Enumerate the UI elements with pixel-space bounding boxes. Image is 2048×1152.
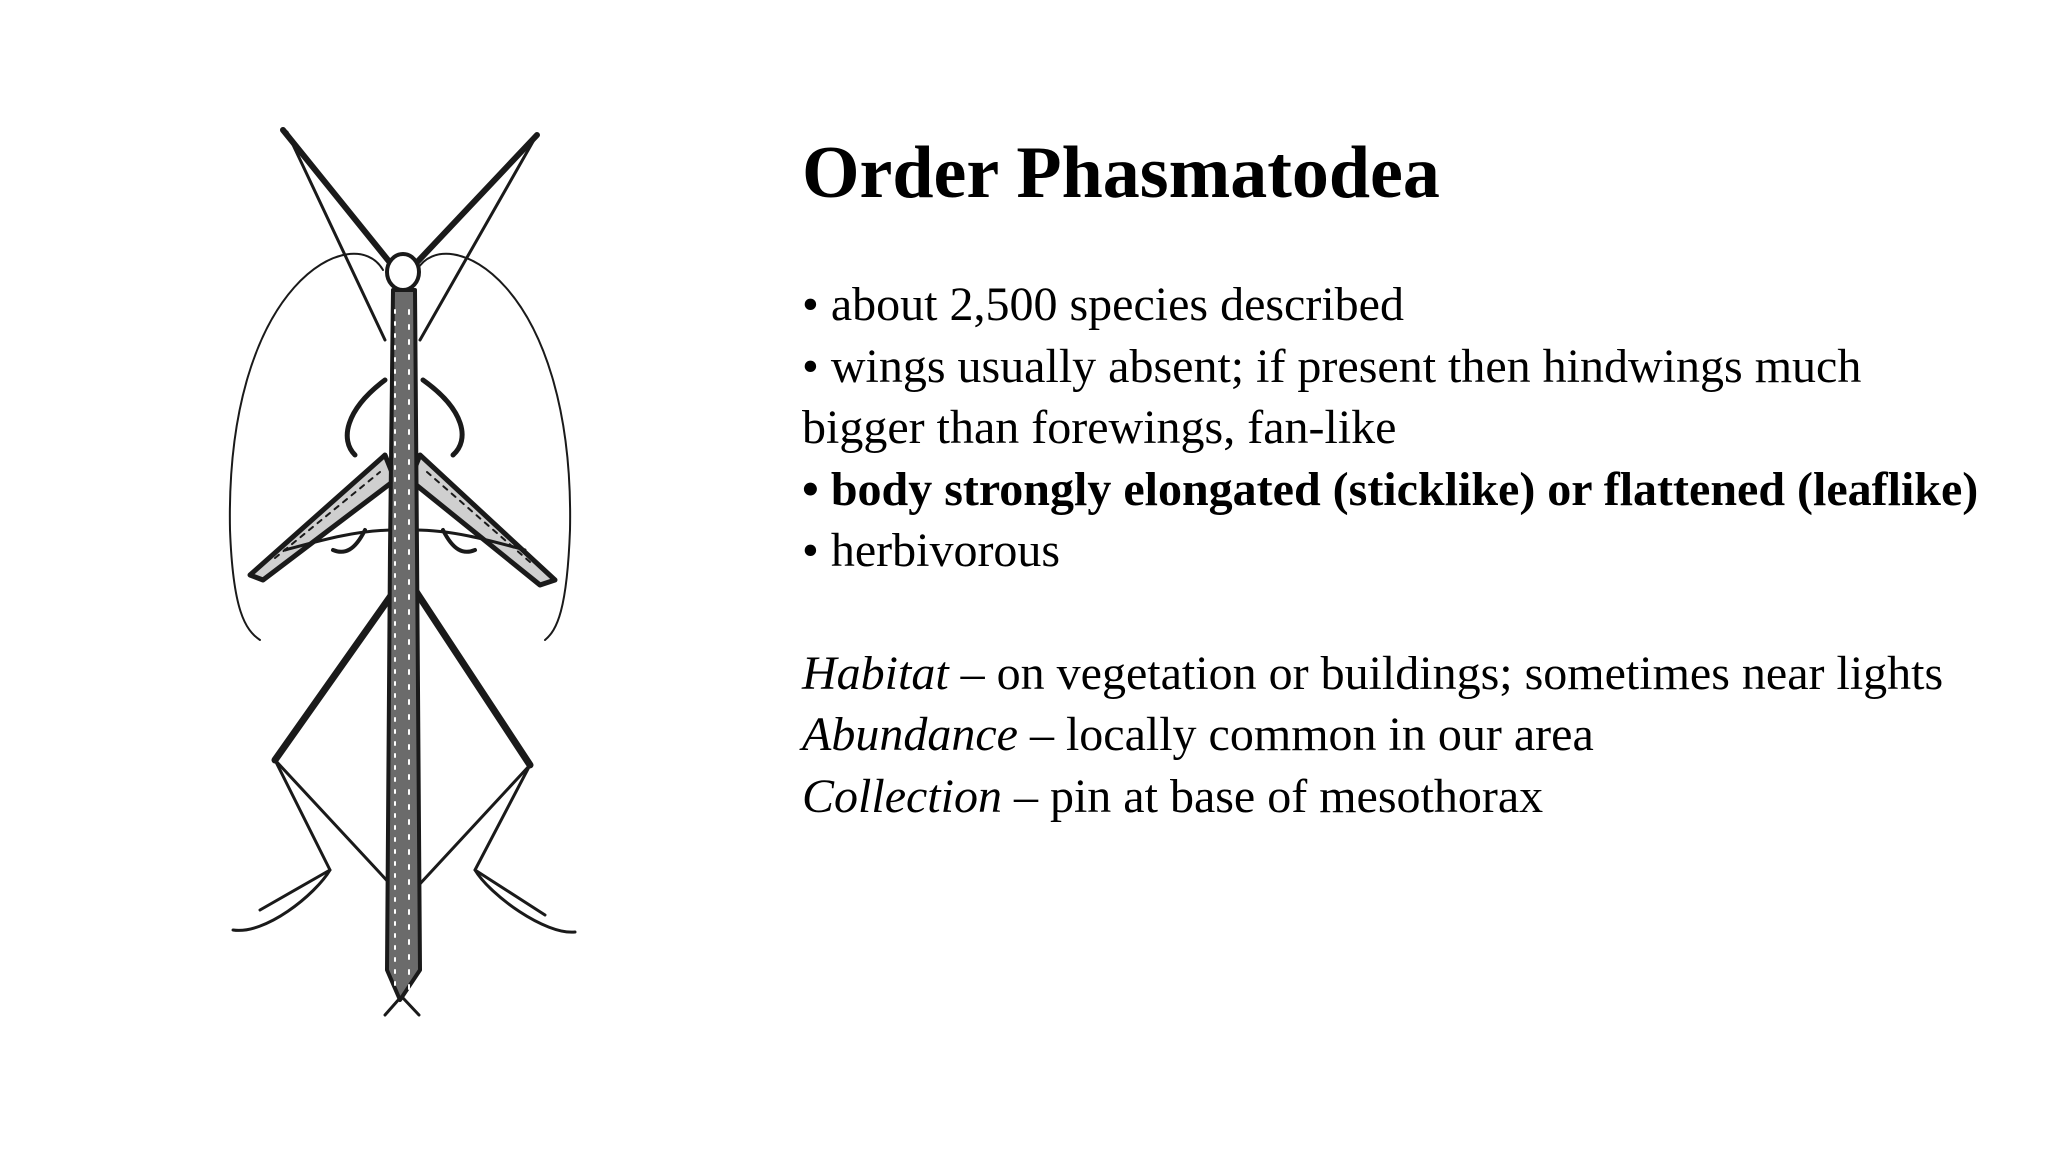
right-palp — [423, 380, 462, 455]
bullet-marker: • — [802, 462, 819, 516]
field-notes — [802, 643, 1982, 828]
left-hindleg-tibia — [275, 760, 405, 900]
body — [387, 290, 420, 1000]
bullet-diet — [802, 520, 1982, 582]
note-label: Abundance — [802, 708, 1018, 761]
note-label: Collection — [802, 769, 1002, 823]
bullet-marker: • — [802, 524, 819, 577]
left-wing — [250, 455, 395, 580]
bullet-marker: • — [802, 278, 819, 331]
left-antenna — [230, 254, 383, 640]
note-separator: – — [1001, 769, 1050, 823]
note-label: Habitat — [802, 646, 949, 700]
note-text: on vegetation or buildings; sometimes near lights — [996, 646, 1944, 700]
bullet-marker: • — [802, 339, 819, 393]
note-text: pin at base of mesothorax — [1049, 769, 1544, 823]
right-wing — [410, 455, 555, 585]
characteristics-list — [802, 274, 1982, 582]
bullet-text: body strongly elongated (sticklike) or flattened (leaflike) — [830, 462, 1979, 516]
slide-title: Order Phasmatodea — [802, 132, 1440, 214]
slide-content — [802, 130, 1982, 827]
bullet-text: herbivorous — [830, 524, 1061, 577]
note-separator: – — [948, 646, 997, 700]
right-hindleg-tibia — [405, 765, 530, 900]
note-separator: – — [1017, 708, 1066, 761]
note-abundance — [802, 704, 1982, 766]
head — [387, 254, 419, 290]
walking-stick-illustration — [205, 110, 595, 1020]
bullet-text: wings usually absent; if present then hindwings much bigger than forewings, fan-like — [802, 339, 1862, 454]
left-hindleg-femur — [275, 590, 395, 760]
bullet-body-shape — [802, 459, 1982, 521]
note-text: locally common in our area — [1065, 708, 1594, 761]
note-habitat — [802, 643, 1982, 705]
note-collection — [802, 766, 1982, 828]
insect-drawing — [205, 110, 595, 1020]
left-palp — [347, 380, 385, 455]
right-hindleg-femur — [415, 590, 530, 765]
bullet-wings — [802, 336, 1982, 459]
bullet-species-count — [802, 274, 1982, 336]
left-foreleg-upper — [283, 130, 400, 275]
right-foreleg-upper — [405, 135, 537, 275]
bullet-text: about 2,500 species described — [830, 278, 1404, 331]
